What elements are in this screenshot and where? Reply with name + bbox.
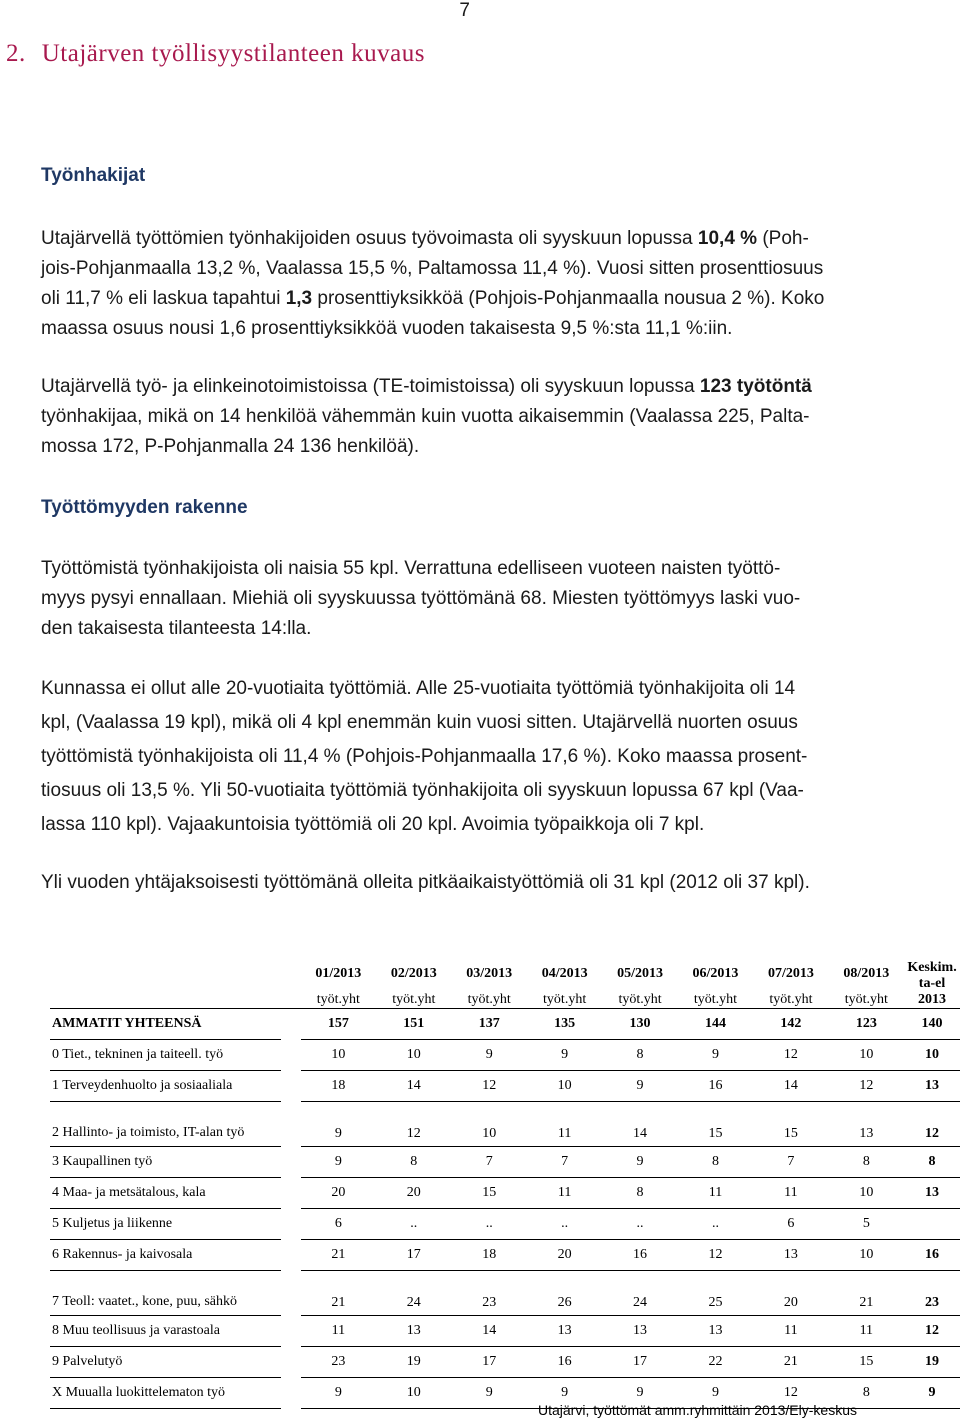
table-cell: 18: [301, 1071, 376, 1102]
avg-cell: 10: [904, 1040, 960, 1071]
occupation-table: [50, 958, 960, 1409]
paragraph-gender: Työttömistä työnhakijoista oli naisia 55 kpl. Verrattuna edelliseen vuoteen naisten työttö- myys pysyi ennallaan. Miehiä oli syyskuussa työttömänä 68. Miesten työttömyys laski vuo- den takaisesta tilanteesta 14:lla.: [41, 558, 801, 639]
sub-header: työt.yht: [753, 982, 828, 1009]
table-row: [50, 1316, 960, 1347]
sub-header: työt.yht: [602, 982, 677, 1009]
table-cell: 9: [527, 1040, 602, 1071]
table-cell: 10: [452, 1102, 527, 1147]
month-header: 01/2013: [315, 966, 362, 981]
sub-header: työt.yht: [678, 982, 753, 1009]
month-header: 02/2013: [390, 966, 437, 981]
table-cell: 10: [829, 1178, 904, 1209]
table-cell: 130: [602, 1009, 677, 1040]
avg-cell: 23: [904, 1271, 960, 1316]
table-cell: 13: [602, 1316, 677, 1347]
table-cell: 21: [301, 1240, 376, 1271]
table-row: [50, 1102, 960, 1147]
avg-cell: 9: [904, 1378, 960, 1409]
section-title-tyonhakijat: Työnhakijat: [41, 165, 146, 186]
header-blank: [50, 982, 281, 1009]
table-cell: 14: [602, 1102, 677, 1147]
table-row: [50, 1209, 960, 1240]
table-cell: 23: [301, 1347, 376, 1378]
table-cell: 16: [678, 1071, 753, 1102]
table-source: Utajärvi, työttömät amm.ryhmittäin 2013/Ely-keskus: [538, 1402, 857, 1418]
table-cell: 9: [602, 1378, 677, 1409]
table-cell: 9: [602, 1071, 677, 1102]
table-cell: 10: [301, 1040, 376, 1071]
page-number: 7: [459, 0, 470, 21]
table-cell: 7: [753, 1147, 828, 1178]
table-cell: 8: [602, 1040, 677, 1071]
header-gap: [281, 982, 301, 1009]
table-cell: 17: [376, 1240, 451, 1271]
table-cell: 11: [753, 1178, 828, 1209]
table-cell: 24: [602, 1271, 677, 1316]
table-cell: 17: [602, 1347, 677, 1378]
table-row: [50, 1178, 960, 1209]
row-label: 6 Rakennus- ja kaivosala: [50, 1240, 281, 1271]
table-cell: 12: [829, 1071, 904, 1102]
table-cell: 9: [678, 1378, 753, 1409]
chapter-title: Utajärven työllisyystilanteen kuvaus: [41, 40, 425, 67]
table-cell: 7: [527, 1147, 602, 1178]
paragraph-long-term: Yli vuoden yhtäjaksoisesti työttömänä olleita pitkäaikaistyöttömiä oli 31 kpl (2012 oli 37 kpl).: [41, 872, 810, 893]
month-header: 07/2013: [767, 966, 814, 981]
chapter-number: 2.: [6, 40, 26, 67]
row-label: 4 Maa- ja metsätalous, kala: [50, 1178, 281, 1209]
sub-header: työt.yht: [452, 982, 527, 1009]
row-gap: [281, 1071, 301, 1102]
table-cell: 10: [376, 1040, 451, 1071]
table-cell: 11: [829, 1316, 904, 1347]
table-cell: ..: [452, 1209, 527, 1240]
row-label: 7 Teoll: vaatet., kone, puu, sähkö: [50, 1271, 281, 1316]
table-cell: 25: [678, 1271, 753, 1316]
row-label: AMMATIT YHTEENSÄ: [50, 1009, 281, 1040]
table-cell: 10: [376, 1378, 451, 1409]
row-gap: [281, 1102, 301, 1147]
table-cell: 9: [452, 1378, 527, 1409]
table-cell: 8: [829, 1378, 904, 1409]
table-cell: 12: [753, 1378, 828, 1409]
table-cell: ..: [602, 1209, 677, 1240]
row-label: 1 Terveydenhuolto ja sosiaaliala: [50, 1071, 281, 1102]
month-header: 05/2013: [617, 966, 663, 981]
table-cell: 20: [376, 1178, 451, 1209]
row-label: 0 Tiet., tekninen ja taiteell. työ: [50, 1040, 281, 1071]
month-header: 06/2013: [692, 966, 739, 981]
table-row: [50, 1147, 960, 1178]
month-header: 08/2013: [843, 966, 890, 981]
avg-header-line: 2013: [918, 992, 947, 1007]
row-gap: [281, 1378, 301, 1409]
row-label: 2 Hallinto- ja toimisto, IT-alan työ: [50, 1102, 281, 1147]
table-cell: 15: [452, 1178, 527, 1209]
row-gap: [281, 1147, 301, 1178]
row-label: X Muualla luokittelematon työ: [50, 1378, 281, 1409]
table-cell: 15: [678, 1102, 753, 1147]
table-cell: 11: [678, 1178, 753, 1209]
row-label: 8 Muu teollisuus ja varastoala: [50, 1316, 281, 1347]
avg-cell: 8: [904, 1147, 960, 1178]
table-cell: 24: [376, 1271, 451, 1316]
table-row: [50, 1271, 960, 1316]
table-cell: 14: [376, 1071, 451, 1102]
avg-header-line: ta-el: [918, 976, 946, 991]
table-cell: 135: [527, 1009, 602, 1040]
table-cell: ..: [376, 1209, 451, 1240]
table-cell: 21: [301, 1271, 376, 1316]
table-cell: 21: [829, 1271, 904, 1316]
table-cell: 6: [753, 1209, 828, 1240]
row-gap: [281, 1009, 301, 1040]
table-row-total: [50, 1009, 960, 1040]
table-cell: ..: [527, 1209, 602, 1240]
table-cell: 7: [452, 1147, 527, 1178]
table-cell: 14: [452, 1316, 527, 1347]
row-gap: [281, 1316, 301, 1347]
table-cell: ..: [678, 1209, 753, 1240]
sub-header: työt.yht: [527, 982, 602, 1009]
table-cell: 19: [376, 1347, 451, 1378]
paragraph-age-groups: Kunnassa ei ollut alle 20-vuotiaita työttömiä. Alle 25-vuotiaita työttömiä työnhakijoita oli 14 kpl, (Vaalassa 19 kpl), mikä oli 4 kpl enemmän kuin vuosi sitten. Utajärvellä nuorten osuus työttömistä työnhakijoista oli 11,4 % (Pohjois-Pohjanmaalla 17,6 %). Koko maassa prosent- tiosuus oli 13,5 %. Yli 50-vuotiaita työttömiä työnhakijoita oli syyskuun lopussa 67 kpl (Vaa- lassa 110 kpl). Vajaakuntoisia työttömiä oli 20 kpl. Avoimia työpaikkoja oli 7 kpl.: [41, 678, 808, 835]
table-row: [50, 1040, 960, 1071]
avg-header: [904, 958, 960, 1009]
table-cell: 13: [678, 1316, 753, 1347]
table-cell: 9: [527, 1378, 602, 1409]
table-cell: 14: [753, 1071, 828, 1102]
table-cell: 8: [678, 1147, 753, 1178]
table-cell: 18: [452, 1240, 527, 1271]
table-cell: 16: [527, 1347, 602, 1378]
table-cell: 10: [829, 1240, 904, 1271]
table-cell: 12: [376, 1102, 451, 1147]
table-cell: 20: [527, 1240, 602, 1271]
table-cell: 8: [602, 1178, 677, 1209]
table-cell: 142: [753, 1009, 828, 1040]
table-cell: 123: [829, 1009, 904, 1040]
avg-cell: 13: [904, 1071, 960, 1102]
table-cell: 6: [301, 1209, 376, 1240]
table-cell: 22: [678, 1347, 753, 1378]
table-cell: 9: [678, 1040, 753, 1071]
row-label: 5 Kuljetus ja liikenne: [50, 1209, 281, 1240]
table-cell: 15: [829, 1347, 904, 1378]
table-row: [50, 1347, 960, 1378]
table-cell: 5: [829, 1209, 904, 1240]
table-header-months: [50, 958, 960, 982]
table-cell: 8: [376, 1147, 451, 1178]
table-cell: 12: [678, 1240, 753, 1271]
table-cell: 144: [678, 1009, 753, 1040]
table-cell: 9: [301, 1147, 376, 1178]
row-gap: [281, 1347, 301, 1378]
table-row: [50, 1240, 960, 1271]
row-gap: [281, 1271, 301, 1316]
table-cell: 23: [452, 1271, 527, 1316]
avg-cell: 13: [904, 1178, 960, 1209]
paragraph-te-office: Utajärvellä työ- ja elinkeinotoimistoissa (TE-toimistoissa) oli syyskuun lopussa 123 työtöntä työnhakijaa, mikä on 14 henkilöä vähemmän kuin vuotta aikaisemmin (Vaalassa 225, Palta- mossa 172, P-Pohjanmalla 24 136 henkilöä).: [41, 376, 812, 457]
row-gap: [281, 1178, 301, 1209]
table-cell: 10: [829, 1040, 904, 1071]
table-cell: 26: [527, 1271, 602, 1316]
table-cell: 11: [301, 1316, 376, 1347]
sub-header: työt.yht: [376, 982, 451, 1009]
table-cell: 9: [301, 1378, 376, 1409]
row-gap: [281, 1040, 301, 1071]
paragraph-unemployment-rate: Utajärvellä työttömien työnhakijoiden osuus työvoimasta oli syyskuun lopussa 10,4 % (Poh- jois-Pohjanmaalla 13,2 %, Vaalassa 15,5 %, Paltamossa 11,4 %). Vuosi sitten prosenttiosuus oli 11,7 % eli laskua tapahtui 1,3 prosenttiyksikköä (Pohjois-Pohjanmaalla nousua 2 %). Koko maassa osuus nousi 1,6 prosenttiyksikköä vuoden takaisesta 9,5 %:sta 11,1 %:iin.: [41, 228, 825, 339]
table-cell: 20: [753, 1271, 828, 1316]
table-cell: 137: [452, 1009, 527, 1040]
table-header-sub: [50, 982, 960, 1009]
table-cell: 12: [452, 1071, 527, 1102]
table-cell: 13: [376, 1316, 451, 1347]
row-gap: [281, 1209, 301, 1240]
table-cell: 15: [753, 1102, 828, 1147]
table-cell: 11: [527, 1178, 602, 1209]
avg-cell: 140: [904, 1009, 960, 1040]
avg-cell: 12: [904, 1102, 960, 1147]
table-cell: 16: [602, 1240, 677, 1271]
table-cell: 151: [376, 1009, 451, 1040]
table-cell: 157: [301, 1009, 376, 1040]
table-cell: 12: [753, 1040, 828, 1071]
avg-cell: 16: [904, 1240, 960, 1271]
table-cell: 11: [527, 1102, 602, 1147]
header-gap: [281, 958, 301, 982]
table-cell: 10: [527, 1071, 602, 1102]
row-label: 9 Palvelutyö: [50, 1347, 281, 1378]
row-gap: [281, 1240, 301, 1271]
table-cell: 13: [527, 1316, 602, 1347]
month-header: 03/2013: [466, 966, 513, 981]
table-cell: 13: [829, 1102, 904, 1147]
row-label: 3 Kaupallinen työ: [50, 1147, 281, 1178]
table-cell: 8: [829, 1147, 904, 1178]
table-cell: 17: [452, 1347, 527, 1378]
table-cell: 21: [753, 1347, 828, 1378]
table-cell: 9: [301, 1102, 376, 1147]
avg-cell: 19: [904, 1347, 960, 1378]
month-header: 04/2013: [541, 966, 588, 981]
header-blank: [50, 958, 281, 982]
table-row: [50, 1071, 960, 1102]
section-title-rakenne: Työttömyyden rakenne: [41, 497, 248, 518]
table-cell: 20: [301, 1178, 376, 1209]
avg-header-line: Keskim.: [907, 960, 957, 975]
avg-cell: 12: [904, 1316, 960, 1347]
table-cell: 9: [602, 1147, 677, 1178]
sub-header: työt.yht: [301, 982, 376, 1009]
chapter-heading: [6, 40, 425, 68]
table-cell: 11: [753, 1316, 828, 1347]
table-cell: 13: [753, 1240, 828, 1271]
sub-header: työt.yht: [829, 982, 904, 1009]
avg-cell: [904, 1209, 960, 1240]
table-cell: 9: [452, 1040, 527, 1071]
